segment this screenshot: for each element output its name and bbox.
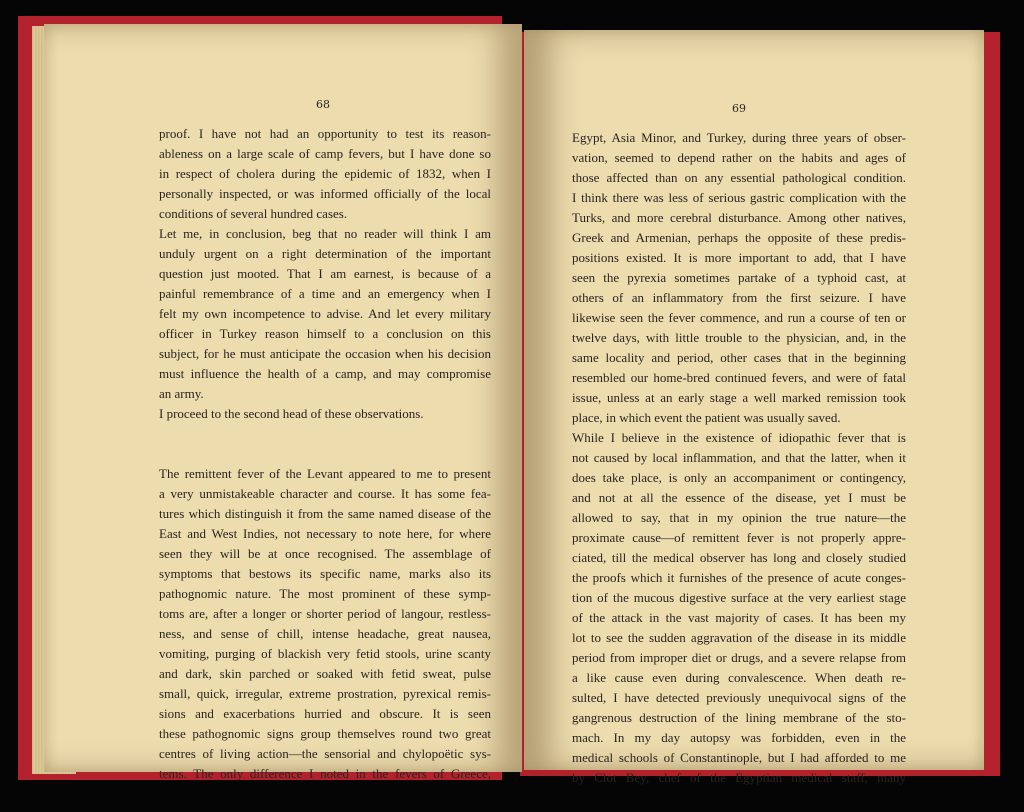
- text-line: and dark, skin parched or soaked with fetid sweat, pulse: [159, 666, 491, 681]
- text-line: I think there was less of serious gastric complication with the: [572, 190, 906, 205]
- text-line: officer in Turkey reason himself to a conclusion on this: [159, 326, 491, 341]
- text-line: positions existed. It is more important to add, that I have: [572, 250, 906, 265]
- text-line: an army.: [159, 386, 204, 401]
- text-line: gangrenous destruction of the lining membrane of the sto-: [572, 710, 906, 725]
- text-line: conditions of several hundred cases.: [159, 206, 348, 221]
- text-line: vation, seemed to depend rather on the habits and ages of: [572, 150, 906, 165]
- text-line: by Clot Bey, chef of the Egyptian medical staff, many: [572, 770, 906, 785]
- text-line: felt my own incompetence to advise. And let every military: [159, 306, 491, 321]
- text-line: and not at all the essence of the disease, yet I must be: [572, 490, 906, 505]
- right-page: [524, 30, 984, 785]
- text-line: tion of the mucous digestive surface at the very earliest stage: [572, 590, 906, 605]
- text-line: painful remembrance of a time and an emergency when I: [159, 286, 491, 301]
- text-line: While I believe in the existence of idiopathic fever that is: [572, 430, 906, 445]
- text-line: place, in which event the patient was usually saved.: [572, 410, 841, 425]
- text-line: Turks, and more cerebral disturbance. Among other natives,: [572, 210, 906, 225]
- left-page: [44, 24, 522, 781]
- text-line: ableness on a large scale of camp fevers, but I have done so: [159, 146, 491, 161]
- text-line: a very unmistakeable character and course. It has some fea-: [159, 486, 491, 501]
- text-line: not caused by local inflammation, and that the latter, when it: [572, 450, 906, 465]
- page-text: [159, 124, 491, 784]
- text-line: small, quick, irregular, extreme prostration, pyrexical remis-: [159, 686, 491, 701]
- text-line: must influence the health of a camp, and may compromise: [159, 366, 491, 381]
- text-line: does take place, is only an accompaniment or contingency,: [572, 470, 906, 485]
- text-line: Let me, in conclusion, beg that no reader will think I am: [159, 226, 491, 241]
- paragraph-gap: [159, 444, 491, 464]
- text-line: a like cause even during convalescence. When death re-: [572, 670, 906, 685]
- text-line: these pathognomic signs group themselves round two great: [159, 726, 491, 741]
- text-line: tems. The only difference I noted in the fevers of Greece,: [159, 766, 491, 781]
- text-line: mach. In my day autopsy was forbidden, even in the: [572, 730, 906, 745]
- text-line: medical schools of Constantinople, but I had afforded to me: [572, 750, 906, 765]
- text-line: proof. I have not had an opportunity to test its reason-: [159, 126, 491, 141]
- text-line: the proofs which it furnishes of the presence of acute conges-: [572, 570, 906, 585]
- page-number: 69: [732, 102, 746, 115]
- text-line: in respect of cholera during the epidemic of 1832, when I: [159, 166, 491, 181]
- text-line: those affected than on any essential pathological condition.: [572, 170, 906, 185]
- text-line: Egypt, Asia Minor, and Turkey, during three years of obser-: [572, 130, 906, 145]
- text-line: twelve days, with little trouble to the physician, and, in the: [572, 330, 906, 345]
- text-line: others of an inflammatory from the first seizure. I have: [572, 290, 906, 305]
- text-line: unduly urgent on a right determination of the important: [159, 246, 491, 261]
- text-line: ness, and sense of chill, intense headache, great nausea,: [159, 626, 491, 641]
- text-line: subject, for he must anticipate the occasion when his decision: [159, 346, 491, 361]
- text-line: lot to see the sudden aggravation of the disease in its middle: [572, 630, 906, 645]
- paragraph-gap: [159, 424, 491, 444]
- text-line: tures which distinguish it from the same named disease of the: [159, 506, 491, 521]
- text-line: resembled our home-bred continued fevers, and were of fatal: [572, 370, 906, 385]
- text-line: ciated, till the medical observer has long and closely studied: [572, 550, 906, 565]
- text-line: proximate cause—of remittent fever is not properly appre-: [572, 530, 906, 545]
- text-line: symptoms that bestows its specific name, marks also its: [159, 566, 491, 581]
- text-line: East and West Indies, not necessary to note here, for where: [159, 526, 491, 541]
- page-number: 68: [316, 98, 330, 111]
- text-line: I proceed to the second head of these observations.: [159, 406, 424, 421]
- text-line: sions and exacerbations hurried and obscure. It is seen: [159, 706, 491, 721]
- page-text: [572, 128, 906, 788]
- text-line: pathognomic nature. The most prominent of these symp-: [159, 586, 491, 601]
- text-line: question just mooted. That I am earnest, is because of a: [159, 266, 491, 281]
- text-line: sulted, I have detected previously unequivocal signs of the: [572, 690, 906, 705]
- text-line: same locality and period, other cases that in the beginning: [572, 350, 906, 365]
- text-line: vomiting, purging of blackish very fetid stools, urine scanty: [159, 646, 491, 661]
- text-line: likewise seen the fever commence, and run a course of ten or: [572, 310, 906, 325]
- text-line: of the attack in the vast majority of cases. It has been my: [572, 610, 906, 625]
- text-line: personally inspected, or was informed officially of the local: [159, 186, 491, 201]
- text-line: seen the pyrexia sometimes partake of a typhoid cast, at: [572, 270, 906, 285]
- text-line: toms are, after a longer or shorter period of langour, restless-: [159, 606, 491, 621]
- text-line: seen they will be at once recognised. The assemblage of: [159, 546, 491, 561]
- text-line: issue, unless at an early stage a well marked remission took: [572, 390, 906, 405]
- text-line: period from improper diet or drugs, and a severe relapse from: [572, 650, 906, 665]
- text-line: allowed to say, that in my opinion the true nature—the: [572, 510, 906, 525]
- text-line: The remittent fever of the Levant appeared to me to present: [159, 466, 491, 481]
- text-line: Greek and Armenian, perhaps the opposite of these predis-: [572, 230, 906, 245]
- text-line: centres of living action—the sensorial and chylopoëtic sys-: [159, 746, 491, 761]
